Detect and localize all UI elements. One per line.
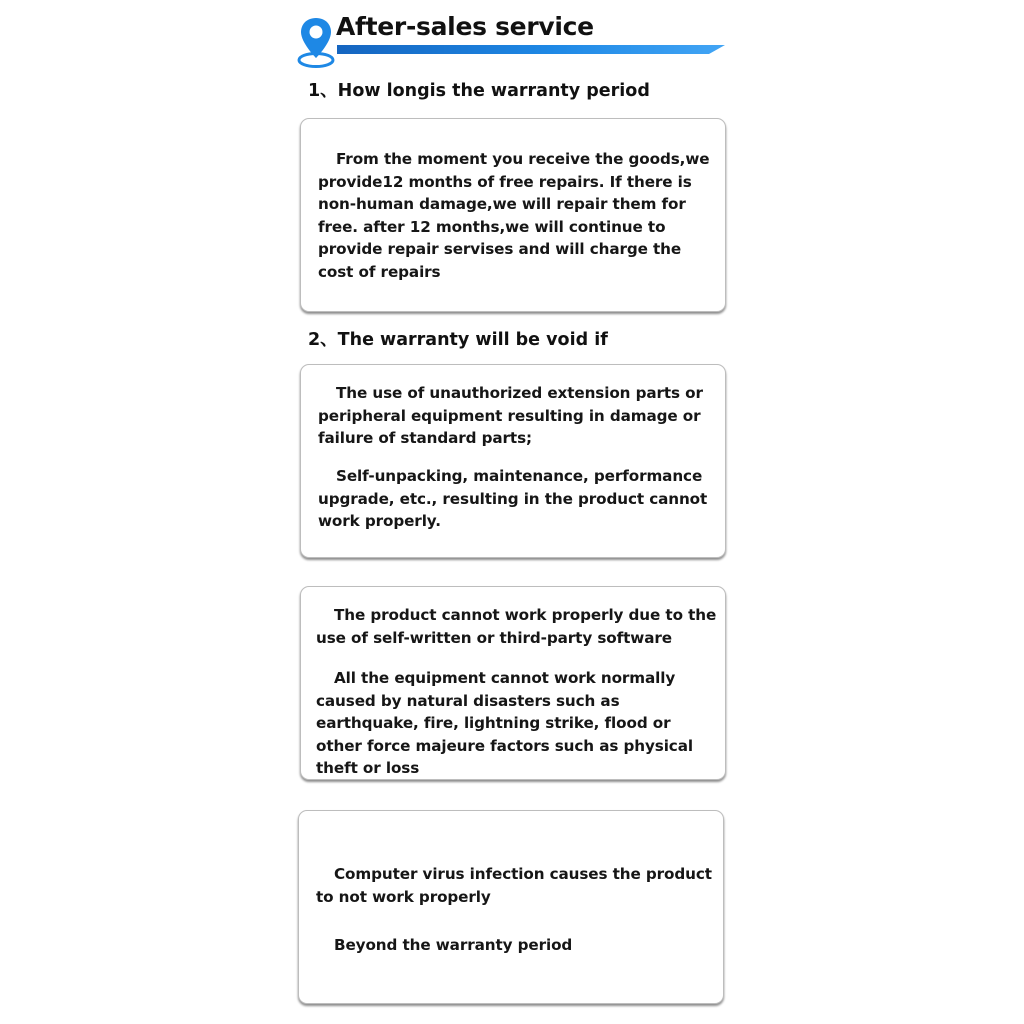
card-paragraph: From the moment you receive the goods,we provide12 months of free repairs. If there is non-human damage,we will repair them for free. after 12 months,we will continue to provide repair servises and will charge the cost of repairs [318,150,710,281]
void-conditions-card-2 [300,586,726,780]
header-underline-bar [337,45,725,54]
page-title: After-sales service [336,12,594,41]
card-paragraph: The product cannot work properly due to the use of self-written or third-party software [316,606,717,647]
void-conditions-card-3 [298,810,724,1004]
card-paragraph: Beyond the warranty period [334,936,573,954]
warranty-period-card [300,118,726,312]
void-conditions-card-1 [300,364,726,558]
card-paragraph: All the equipment cannot work normally caused by natural disasters such as earthquake, fire, lightning strike, flood or other force majeure factors such as physical theft or loss [316,669,693,777]
page-header [297,12,727,68]
section-heading-warranty-void: 2、The warranty will be void if [308,330,608,350]
location-pin-icon [297,16,337,68]
card-paragraph: Computer virus infection causes the product to not work properly [316,865,712,906]
card-paragraph: Self-unpacking, maintenance, performance upgrade, etc., resulting in the product cannot work properly. [318,467,708,530]
section-heading-warranty-period: 1、How longis the warranty period [308,81,650,101]
card-paragraph: The use of unauthorized extension parts or peripheral equipment resulting in damage or failure of standard parts; [318,384,703,447]
